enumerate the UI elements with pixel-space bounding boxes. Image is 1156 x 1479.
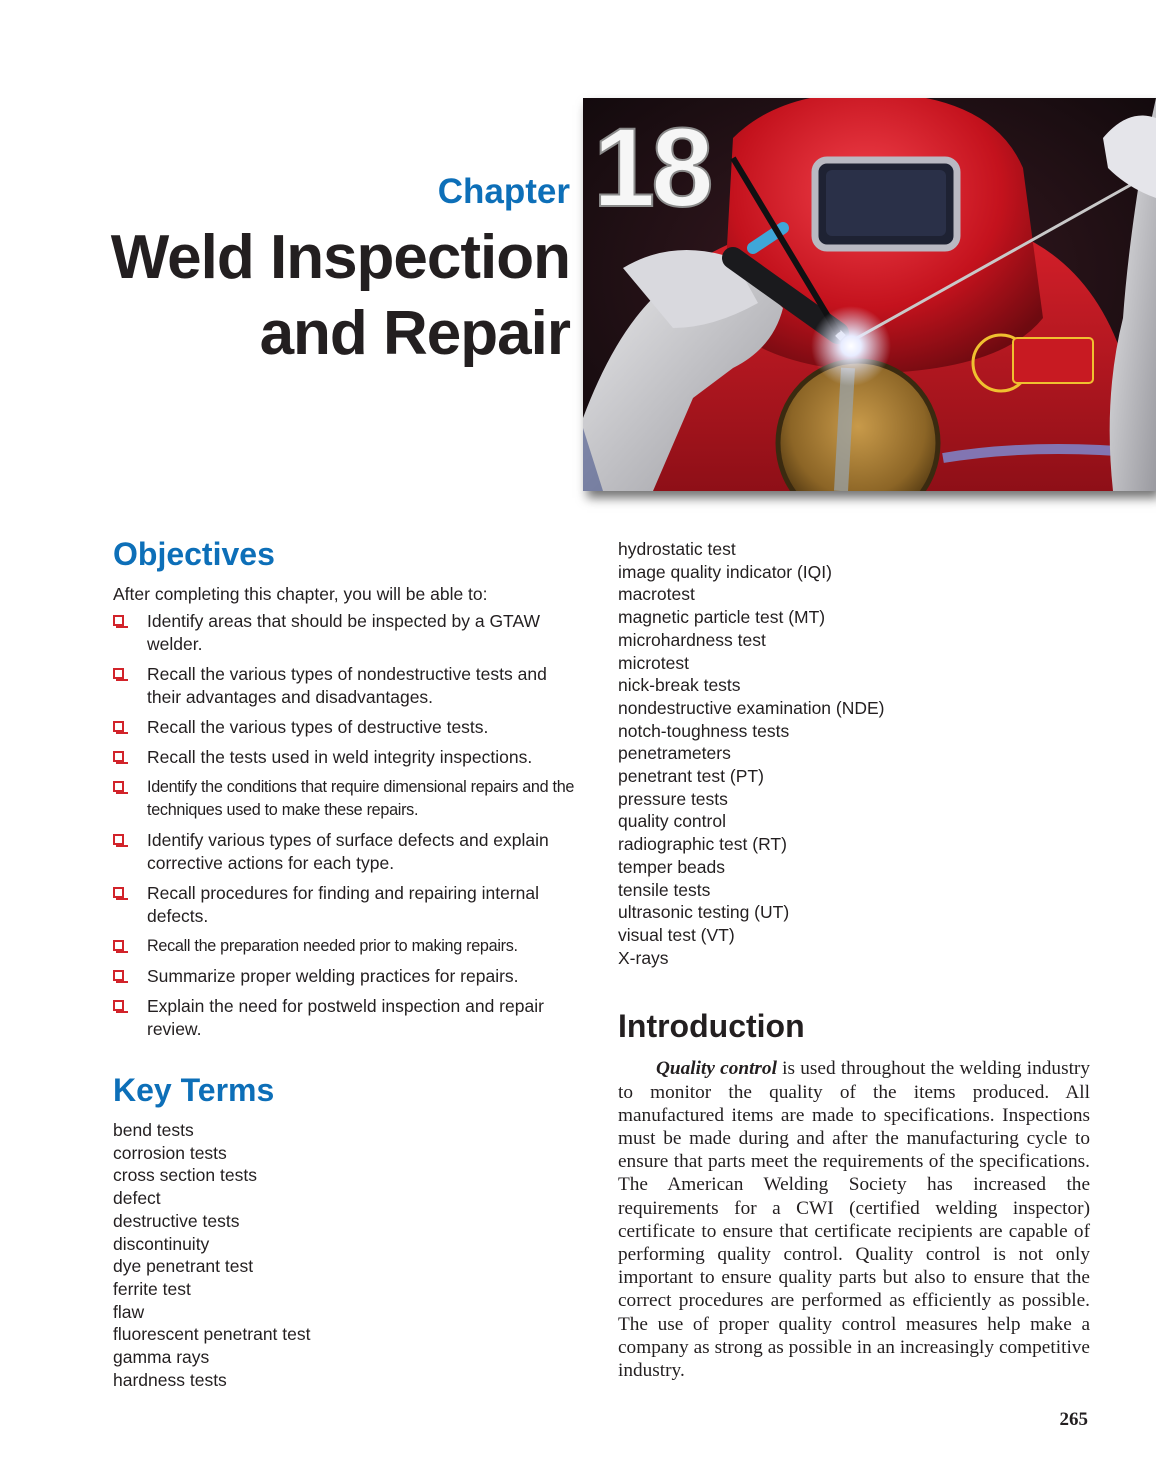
- left-column: [113, 533, 583, 1391]
- key-term: penetrant test (PT): [618, 766, 764, 787]
- key-term: penetrameters: [618, 743, 731, 764]
- key-term: pressure tests: [618, 788, 728, 809]
- objective-item: Explain the need for postweld inspection and repair review.: [113, 995, 583, 1041]
- checkbox-bullet-icon: [113, 781, 124, 792]
- key-term: hardness tests: [113, 1369, 227, 1390]
- key-term: notch-toughness tests: [618, 720, 790, 741]
- key-term: cross section tests: [113, 1165, 257, 1186]
- key-term: nondestructive examination (NDE): [618, 697, 885, 718]
- objective-item: Identify areas that should be inspected by a GTAW welder.: [113, 610, 583, 656]
- checkbox-bullet-icon: [113, 1000, 124, 1011]
- key-term: radiographic test (RT): [618, 834, 787, 855]
- objective-item: Identify the conditions that require dimensional repairs and the techniques used to make these repairs.: [113, 776, 583, 822]
- page-number: 265: [1059, 1409, 1088, 1430]
- key-term: tensile tests: [618, 879, 711, 900]
- key-term: quality control: [618, 811, 726, 832]
- introduction-lead-term: Quality control: [656, 1058, 777, 1080]
- welder-illustration: [583, 98, 1156, 491]
- checkbox-bullet-icon: [113, 721, 124, 732]
- key-term: bend tests: [113, 1120, 194, 1140]
- key-term: corrosion tests: [113, 1142, 227, 1163]
- key-term: ferrite test: [113, 1278, 191, 1299]
- checkbox-bullet-icon: [113, 940, 124, 951]
- key-term: discontinuity: [113, 1233, 210, 1254]
- objective-item: Recall procedures for finding and repairing internal defects.: [113, 882, 583, 928]
- key-term: ultrasonic testing (UT): [618, 902, 790, 923]
- key-term: dye penetrant test: [113, 1256, 254, 1277]
- objective-item: Summarize proper welding practices for repairs.: [113, 965, 583, 988]
- key-term: microhardness test: [618, 629, 766, 650]
- objective-item: Recall the various types of nondestructive tests and their advantages and disadvantages.: [113, 663, 583, 709]
- objective-item: Identify various types of surface defects and explain corrective actions for each type.: [113, 829, 583, 875]
- checkbox-bullet-icon: [113, 668, 124, 679]
- objective-item: Recall the various types of destructive tests.: [113, 716, 583, 739]
- key-terms-list-left: [113, 1119, 583, 1391]
- objective-item: Recall the preparation needed prior to making repairs.: [113, 935, 583, 958]
- key-term: image quality indicator (IQI): [618, 561, 832, 582]
- chapter-title-line-2: and Repair: [259, 299, 570, 368]
- introduction-heading: Introduction: [618, 1008, 805, 1045]
- right-column: [618, 538, 1090, 1402]
- introduction-body: is used throughout the welding industry to monitor the quality of the items produced. All manufactured items are made to specifications. Inspections must be made during and after the manufacturing cycle to ensure that parts meet the requirements of the specifications. The American Welding Society has increased the requirements for a CWI (certified welding inspector) certificate to ensure that certificate recipients are capable of performing quality control. Quality control is not only important to ensure quality parts but also to ensure that the correct procedures are performed as efficiently as possible. The use of proper quality control measures help make a company as strong as possible in an increasingly competitive industry.: [618, 1058, 1090, 1381]
- chapter-number: 18: [593, 105, 710, 230]
- objective-item: Recall the tests used in weld integrity inspections.: [113, 746, 583, 769]
- key-term: macrotest: [618, 584, 695, 605]
- checkbox-bullet-icon: [113, 615, 124, 626]
- key-term: magnetic particle test (MT): [618, 607, 826, 628]
- key-term: defect: [113, 1188, 161, 1209]
- chapter-photo: [583, 98, 1156, 491]
- key-term: nick-break tests: [618, 675, 741, 696]
- key-term: X-rays: [618, 947, 669, 968]
- key-terms-heading: Key Terms: [113, 1072, 275, 1108]
- checkbox-bullet-icon: [113, 834, 124, 845]
- key-term: microtest: [618, 652, 689, 673]
- checkbox-bullet-icon: [113, 887, 124, 898]
- checkbox-bullet-icon: [113, 751, 124, 762]
- key-terms-list-right: [618, 538, 1090, 969]
- chapter-title-block: [10, 170, 570, 372]
- key-term: hydrostatic test: [618, 539, 736, 559]
- checkbox-bullet-icon: [113, 970, 124, 981]
- objectives-heading: Objectives: [113, 536, 275, 572]
- key-term: gamma rays: [113, 1347, 210, 1368]
- chapter-label: Chapter: [437, 172, 570, 211]
- key-term: flaw: [113, 1301, 145, 1322]
- objectives-intro: After completing this chapter, you will be able to:: [113, 584, 488, 604]
- chapter-title-line-1: Weld Inspection: [110, 223, 570, 292]
- introduction-paragraph: [618, 1057, 1090, 1382]
- objectives-list: [113, 610, 583, 1041]
- key-term: visual test (VT): [618, 924, 735, 945]
- key-term: destructive tests: [113, 1210, 240, 1231]
- key-term: fluorescent penetrant test: [113, 1324, 311, 1345]
- key-term: temper beads: [618, 856, 726, 877]
- chapter-title: [10, 220, 570, 372]
